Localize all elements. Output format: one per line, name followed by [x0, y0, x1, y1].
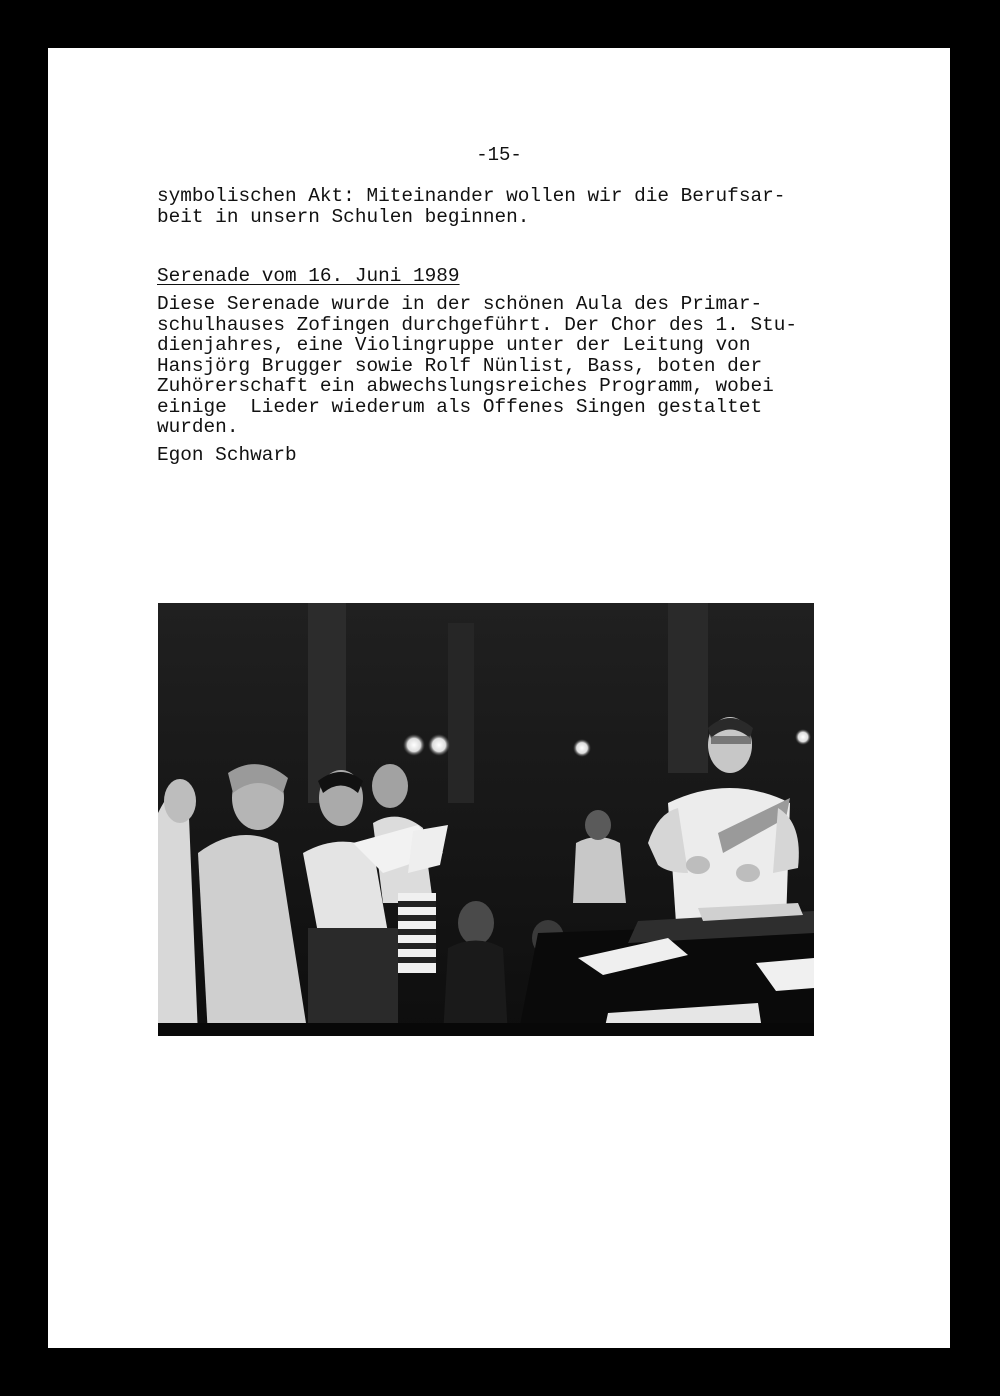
- choir-photo-illustration: [158, 603, 814, 1036]
- body-paragraph: [157, 294, 857, 438]
- striped-skirt: [398, 893, 436, 973]
- body-line: Zuhörerschaft ein abwechslungsreiches Programm, wobei: [157, 375, 774, 397]
- intro-line: symbolischen Akt: Miteinander wollen wir die Berufsar-: [157, 185, 786, 207]
- author-signature: Egon Schwarb: [157, 444, 297, 466]
- body-line: schulhauses Zofingen durchgeführt. Der Chor des 1. Stu-: [157, 313, 797, 336]
- choir-photo: [158, 603, 814, 1036]
- intro-line: beit in unsern Schulen beginnen.: [157, 205, 530, 228]
- intro-paragraph: [157, 186, 857, 227]
- body-line: Hansjörg Brugger sowie Rolf Nünlist, Bass, boten der: [157, 354, 763, 377]
- section-title: Serenade vom 16. Juni 1989: [157, 265, 460, 287]
- document-page: [48, 48, 950, 1348]
- page-number: -15-: [476, 144, 522, 166]
- body-line: einige Lieder wiederum als Offenes Singen gestaltet: [157, 395, 763, 418]
- body-line: dienjahres, eine Violingruppe unter der Leitung von: [157, 334, 751, 356]
- body-line: Diese Serenade wurde in der schönen Aula des Primar-: [157, 293, 763, 315]
- body-line: wurden.: [157, 416, 239, 438]
